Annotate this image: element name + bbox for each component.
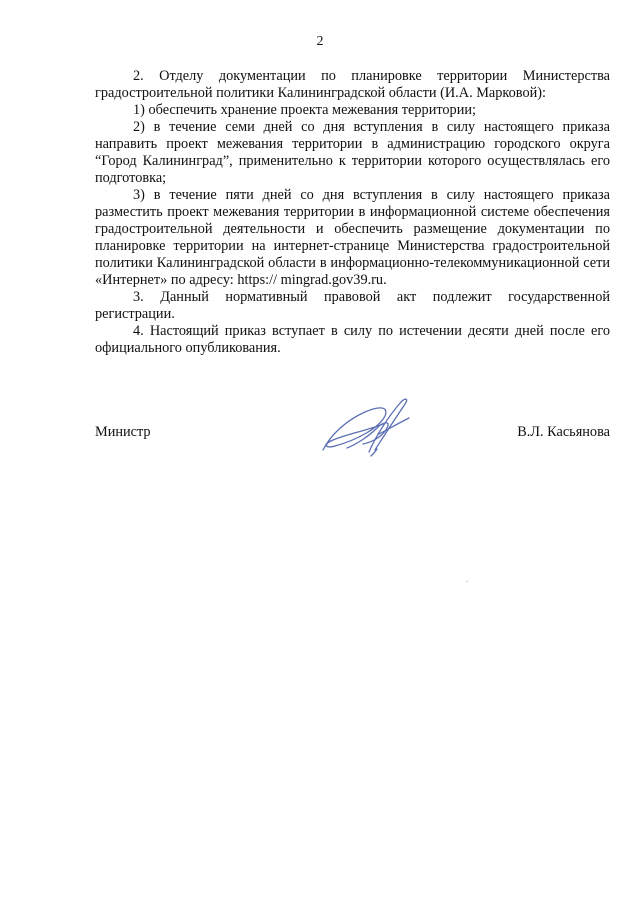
handwritten-signature bbox=[317, 394, 417, 464]
paragraph-subitem-1: 1) обеспечить хранение проекта межевания территории; bbox=[133, 102, 476, 118]
paragraph-item-3: 3. Данный нормативный правовой акт подлежит государственной регистрации. bbox=[95, 289, 610, 322]
signer-name: В.Л. Касьянова bbox=[517, 424, 610, 440]
signer-title: Министр bbox=[95, 424, 151, 440]
scan-speck bbox=[466, 581, 468, 582]
signature-block bbox=[95, 416, 610, 476]
page-number: 2 bbox=[316, 34, 324, 49]
paragraph-subitem-2: 2) в течение семи дней со дня вступления в силу настоящего приказа направить проект межевания территории в администрацию городского округа “Город Калининград”, применительно к территории которого осуществлялась его подготовка; bbox=[95, 119, 610, 186]
paragraph-item-2: 2. Отделу документации по планировке территории Министерства градостроительной политики Калининградской области (И.А. Марковой): bbox=[95, 68, 610, 101]
paragraph-item-4: 4. Настоящий приказ вступает в силу по истечении десяти дней после его официального опубликования. bbox=[95, 323, 610, 356]
paragraph-subitem-3: 3) в течение пяти дней со дня вступления в силу настоящего приказа разместить проект межевания территории в информационной системе обеспечения градостроительной деятельности и обеспечить размещение документации по планировке территории на интернет-странице Министерства градостроительной политики Калининградской области в информационно-телекоммуникационной сети «Интернет» по адресу: https:// mingrad.gov39.ru. bbox=[95, 187, 610, 288]
document-body bbox=[95, 68, 610, 357]
